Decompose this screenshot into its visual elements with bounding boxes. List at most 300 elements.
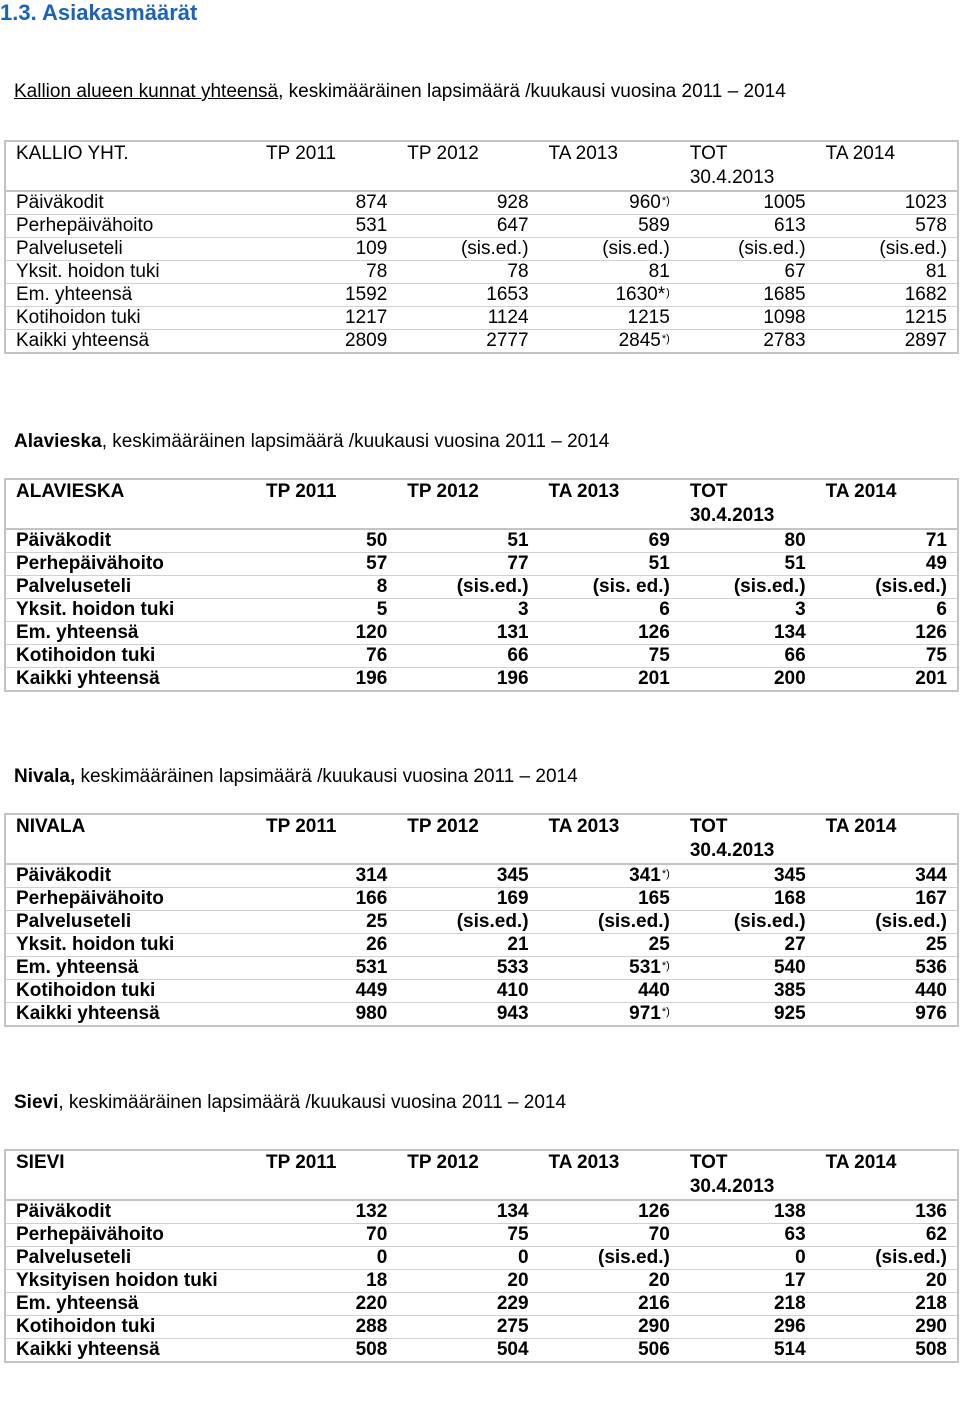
row-label: Yksit. hoidon tuki <box>5 599 256 622</box>
cell-value: 504 <box>496 1339 529 1360</box>
cell-value: 26 <box>366 934 388 955</box>
table-row <box>5 1293 958 1316</box>
cell-value: (sis.ed.) <box>602 238 670 259</box>
table-cell <box>680 330 816 354</box>
table-cell <box>397 1200 538 1224</box>
footnote-mark: *) <box>661 333 670 345</box>
table-row <box>5 599 958 622</box>
table-cell <box>539 576 680 599</box>
cell-value: 971 <box>629 1003 661 1024</box>
table-cell <box>256 1200 397 1224</box>
table-cell <box>816 1316 958 1339</box>
table-body <box>5 1200 958 1362</box>
table-cell <box>680 215 816 238</box>
cell-value: 6 <box>936 599 947 620</box>
cell-value: (sis.ed.) <box>456 576 529 597</box>
cell-value: 506 <box>638 1339 670 1360</box>
table-cell <box>397 215 538 238</box>
row-label: Yksit. hoidon tuki <box>5 934 256 957</box>
footnote-mark: *) <box>661 1006 670 1018</box>
cell-value: 196 <box>496 668 529 689</box>
cell-value: 536 <box>915 957 947 978</box>
table-cell <box>816 1224 958 1247</box>
table-cell <box>539 1270 680 1293</box>
table-cell <box>397 576 538 599</box>
table-cell <box>397 238 538 261</box>
cell-value: 218 <box>773 1293 806 1314</box>
table-cell <box>680 934 816 957</box>
table-cell <box>539 191 680 215</box>
table-header-row <box>5 1150 958 1200</box>
table-cell <box>256 864 397 888</box>
cell-value: 57 <box>366 553 388 574</box>
cell-value: 290 <box>915 1316 947 1337</box>
section-heading-name: Alavieska <box>14 431 102 452</box>
table-row <box>5 645 958 668</box>
row-label: Kaikki yhteensä <box>5 668 256 692</box>
table-cell <box>539 622 680 645</box>
col-header: TP 2011 <box>256 141 397 191</box>
cell-value: 51 <box>784 553 806 574</box>
cell-value: 508 <box>355 1339 388 1360</box>
cell-value: 132 <box>355 1201 388 1222</box>
table-row <box>5 261 958 284</box>
cell-value: (sis.ed.) <box>875 576 947 597</box>
section-heading-rest: keskimääräinen lapsimäärä /kuukausi vuosina 2011 – 2014 <box>75 766 578 787</box>
table-cell <box>256 238 397 261</box>
section-heading-rest: , keskimääräinen lapsimäärä /kuukausi vuosina 2011 – 2014 <box>58 1092 567 1113</box>
table-cell <box>539 1247 680 1270</box>
cell-value: 1630* <box>615 284 666 305</box>
table-cell <box>816 957 958 980</box>
table-row <box>5 529 958 553</box>
table-cell <box>397 864 538 888</box>
cell-value: 78 <box>366 261 388 282</box>
cell-value: 66 <box>507 645 529 666</box>
cell-value: 131 <box>496 622 529 643</box>
table-cell <box>397 1293 538 1316</box>
cell-value: 440 <box>915 980 947 1001</box>
table-cell <box>256 668 397 692</box>
col-header: TOT 30.4.2013 <box>680 141 816 191</box>
cell-value: (sis.ed.) <box>456 911 529 932</box>
table-cell <box>256 957 397 980</box>
cell-value: 126 <box>638 622 670 643</box>
table-cell <box>397 1270 538 1293</box>
table-cell <box>256 553 397 576</box>
table-cell <box>539 668 680 692</box>
cell-value: 18 <box>366 1270 388 1291</box>
table-row <box>5 668 958 692</box>
cell-value: 71 <box>925 530 947 551</box>
table-cell <box>680 1200 816 1224</box>
cell-value: 216 <box>638 1293 670 1314</box>
section-heading <box>14 430 960 454</box>
cell-value: 514 <box>773 1339 806 1360</box>
table-cell <box>397 1339 538 1363</box>
row-label: Kaikki yhteensä <box>5 1003 256 1027</box>
table-cell <box>680 1293 816 1316</box>
cell-value: 2809 <box>345 330 388 351</box>
cell-value: 1215 <box>904 307 947 328</box>
cell-value: 25 <box>925 934 947 955</box>
table-cell <box>680 911 816 934</box>
table-cell <box>397 261 538 284</box>
table-cell <box>256 1270 397 1293</box>
cell-value: 126 <box>915 622 947 643</box>
cell-value: 531 <box>629 957 661 978</box>
cell-value: 51 <box>648 553 670 574</box>
cell-value: 960 <box>629 192 661 213</box>
cell-value: (sis.ed.) <box>875 911 947 932</box>
cell-value: 540 <box>773 957 806 978</box>
cell-value: 75 <box>507 1224 529 1245</box>
table-cell <box>816 1339 958 1363</box>
row-label: Perhepäivähoito <box>5 1224 256 1247</box>
table-cell <box>539 529 680 553</box>
col-header: TP 2012 <box>397 479 538 529</box>
cell-value: (sis.ed.) <box>460 238 529 259</box>
table-cell <box>539 1200 680 1224</box>
table-cell <box>256 1339 397 1363</box>
table-cell <box>816 980 958 1003</box>
table-body <box>5 529 958 691</box>
cell-value: 138 <box>773 1201 806 1222</box>
table-cell <box>680 576 816 599</box>
table-cell <box>680 957 816 980</box>
table-cell <box>539 934 680 957</box>
table-row <box>5 1200 958 1224</box>
table-row <box>5 980 958 1003</box>
cell-value: 925 <box>773 1003 806 1024</box>
row-label: Kaikki yhteensä <box>5 1339 256 1363</box>
table-cell <box>816 553 958 576</box>
table-cell <box>816 238 958 261</box>
table-row <box>5 888 958 911</box>
section-heading <box>14 765 960 789</box>
table-cell <box>256 215 397 238</box>
col-header: TA 2013 <box>539 479 680 529</box>
table-cell <box>256 576 397 599</box>
table-cell <box>256 622 397 645</box>
table-cell <box>816 864 958 888</box>
table-cell <box>256 1293 397 1316</box>
table-row <box>5 238 958 261</box>
table-cell <box>680 599 816 622</box>
table-title: KALLIO YHT. <box>5 141 256 191</box>
table-cell <box>680 307 816 330</box>
cell-value: 80 <box>784 530 806 551</box>
cell-value: 440 <box>638 980 670 1001</box>
table-sievi <box>4 1149 959 1363</box>
cell-value: 25 <box>366 911 388 932</box>
col-header: TP 2011 <box>256 479 397 529</box>
cell-value: 70 <box>648 1224 670 1245</box>
cell-value: 578 <box>915 215 947 236</box>
table-cell <box>680 553 816 576</box>
table-cell <box>680 1339 816 1363</box>
table-cell <box>680 645 816 668</box>
footnote-mark: *) <box>661 195 670 207</box>
table-cell <box>816 1247 958 1270</box>
cell-value: 449 <box>355 980 388 1001</box>
cell-value: 3 <box>517 599 529 620</box>
cell-value: 70 <box>366 1224 388 1245</box>
row-label: Em. yhteensä <box>5 957 256 980</box>
table-cell <box>256 330 397 354</box>
table-cell <box>680 864 816 888</box>
table-cell <box>397 934 538 957</box>
table-cell <box>397 599 538 622</box>
table-cell <box>539 261 680 284</box>
cell-value: 344 <box>915 865 947 886</box>
table-cell <box>680 888 816 911</box>
table-cell <box>816 911 958 934</box>
cell-value: 0 <box>376 1247 388 1268</box>
table-cell <box>397 957 538 980</box>
table-cell <box>397 553 538 576</box>
cell-value: 78 <box>507 261 529 282</box>
table-cell <box>539 215 680 238</box>
cell-value: 81 <box>925 261 947 282</box>
cell-value: (sis.ed.) <box>598 1247 670 1268</box>
table-cell <box>397 888 538 911</box>
row-label: Kotihoidon tuki <box>5 307 256 330</box>
section-alavieska <box>0 430 960 454</box>
table-title: SIEVI <box>5 1150 256 1200</box>
footnote-mark: *) <box>661 960 670 972</box>
cell-value: 21 <box>507 934 529 955</box>
table-cell <box>816 307 958 330</box>
col-header: TOT 30.4.2013 <box>680 1150 816 1200</box>
table-cell <box>816 1200 958 1224</box>
table-cell <box>397 1224 538 1247</box>
table-cell <box>539 1293 680 1316</box>
table-row <box>5 1270 958 1293</box>
table-cell <box>816 261 958 284</box>
cell-value: 20 <box>507 1270 529 1291</box>
cell-value: 288 <box>355 1316 388 1337</box>
section-heading <box>14 1091 960 1115</box>
cell-value: 6 <box>659 599 670 620</box>
col-header: TP 2012 <box>397 141 538 191</box>
table-cell <box>539 645 680 668</box>
table-cell <box>680 529 816 553</box>
cell-value: 20 <box>648 1270 670 1291</box>
cell-value: 1217 <box>345 307 388 328</box>
page-title: 1.3. Asiakasmäärät <box>0 0 198 25</box>
cell-value: 980 <box>355 1003 388 1024</box>
cell-value: 0 <box>517 1247 529 1268</box>
cell-value: (sis.ed.) <box>879 238 947 259</box>
cell-value: 134 <box>496 1201 529 1222</box>
cell-value: 17 <box>784 1270 806 1291</box>
cell-value: 531 <box>355 215 388 236</box>
cell-value: 2783 <box>763 330 806 351</box>
row-label: Päiväkodit <box>5 191 256 215</box>
table-cell <box>539 599 680 622</box>
table-cell <box>816 330 958 354</box>
section-nivala <box>0 765 960 789</box>
cell-value: 2777 <box>486 330 529 351</box>
cell-value: 168 <box>773 888 806 909</box>
table-row <box>5 622 958 645</box>
table-cell <box>539 284 680 307</box>
cell-value: 229 <box>496 1293 529 1314</box>
table-cell <box>256 191 397 215</box>
cell-value: 167 <box>915 888 947 909</box>
cell-value: 200 <box>773 668 806 689</box>
row-label: Päiväkodit <box>5 529 256 553</box>
table-header-row <box>5 814 958 864</box>
table-row <box>5 191 958 215</box>
cell-value: 63 <box>784 1224 806 1245</box>
cell-value: 410 <box>496 980 529 1001</box>
cell-value: 647 <box>496 215 529 236</box>
table-cell <box>816 622 958 645</box>
table-cell <box>816 668 958 692</box>
table-row <box>5 1339 958 1363</box>
table-row <box>5 1003 958 1027</box>
cell-value: 275 <box>496 1316 529 1337</box>
table-cell <box>816 215 958 238</box>
row-label: Päiväkodit <box>5 1200 256 1224</box>
cell-value: 77 <box>507 553 529 574</box>
cell-value: 296 <box>773 1316 806 1337</box>
table-cell <box>816 934 958 957</box>
table-cell <box>539 238 680 261</box>
table-cell <box>539 330 680 354</box>
table-nivala <box>4 813 959 1027</box>
table-cell <box>680 1316 816 1339</box>
col-header: TOT 30.4.2013 <box>680 814 816 864</box>
table-cell <box>397 645 538 668</box>
col-header: TP 2012 <box>397 814 538 864</box>
table-title: NIVALA <box>5 814 256 864</box>
cell-value: 345 <box>773 865 806 886</box>
cell-value: 109 <box>355 238 388 259</box>
cell-value: 1685 <box>763 284 806 305</box>
cell-value: 75 <box>648 645 670 666</box>
table-cell <box>680 238 816 261</box>
footnote-mark: *) <box>661 868 670 880</box>
table-cell <box>539 553 680 576</box>
cell-value: 136 <box>915 1201 947 1222</box>
cell-value: 51 <box>507 530 529 551</box>
row-label: Yksit. hoidon tuki <box>5 261 256 284</box>
table-cell <box>256 307 397 330</box>
table-cell <box>397 622 538 645</box>
cell-value: 75 <box>925 645 947 666</box>
section-heading-rest: , keskimääräinen lapsimäärä /kuukausi vuosina 2011 – 2014 <box>278 81 786 102</box>
row-label: Yksityisen hoidon tuki <box>5 1270 256 1293</box>
col-header: TOT 30.4.2013 <box>680 479 816 529</box>
table-cell <box>256 284 397 307</box>
cell-value: 1682 <box>904 284 947 305</box>
cell-value: 1023 <box>904 192 947 213</box>
cell-value: 589 <box>638 215 670 236</box>
table-cell <box>539 888 680 911</box>
table-cell <box>397 668 538 692</box>
cell-value: 5 <box>376 599 388 620</box>
col-header: TP 2012 <box>397 1150 538 1200</box>
cell-value: 345 <box>496 865 529 886</box>
table-cell <box>680 1003 816 1027</box>
row-label: Palveluseteli <box>5 1247 256 1270</box>
cell-value: 1215 <box>627 307 670 328</box>
table-cell <box>397 1316 538 1339</box>
section-heading <box>14 80 960 104</box>
cell-value: 27 <box>784 934 806 955</box>
table-cell <box>539 1224 680 1247</box>
col-header: TA 2013 <box>539 141 680 191</box>
cell-value: (sis. ed.) <box>592 576 670 597</box>
cell-value: 2897 <box>904 330 947 351</box>
cell-value: 50 <box>366 530 388 551</box>
table-cell <box>256 1224 397 1247</box>
table-cell <box>816 599 958 622</box>
cell-value: 874 <box>355 192 388 213</box>
cell-value: 134 <box>773 622 806 643</box>
cell-value: 76 <box>366 645 388 666</box>
table-cell <box>256 1316 397 1339</box>
table-row <box>5 553 958 576</box>
table-cell <box>816 1003 958 1027</box>
cell-value: 201 <box>915 668 947 689</box>
section-sievi <box>0 1091 960 1115</box>
row-label: Em. yhteensä <box>5 622 256 645</box>
table-cell <box>397 980 538 1003</box>
table-row <box>5 307 958 330</box>
table-cell <box>256 645 397 668</box>
table-cell <box>256 911 397 934</box>
cell-value: 66 <box>784 645 806 666</box>
table-cell <box>397 911 538 934</box>
table-cell <box>397 307 538 330</box>
cell-value: 120 <box>355 622 388 643</box>
table-cell <box>397 529 538 553</box>
table-cell <box>539 864 680 888</box>
cell-value: 1592 <box>345 284 388 305</box>
table-cell <box>256 261 397 284</box>
table-header-row <box>5 479 958 529</box>
table-row <box>5 1247 958 1270</box>
table-cell <box>680 980 816 1003</box>
cell-value: 2845 <box>618 330 661 351</box>
table-cell <box>680 191 816 215</box>
row-label: Perhepäivähoito <box>5 215 256 238</box>
cell-value: 166 <box>355 888 388 909</box>
table-cell <box>816 645 958 668</box>
cell-value: 201 <box>638 668 670 689</box>
cell-value: 1098 <box>763 307 806 328</box>
col-header: TA 2014 <box>816 814 958 864</box>
table-cell <box>256 1003 397 1027</box>
cell-value: (sis.ed.) <box>598 911 670 932</box>
cell-value: 341 <box>629 865 661 886</box>
cell-value: 3 <box>795 599 806 620</box>
table-cell <box>816 1293 958 1316</box>
table-cell <box>539 957 680 980</box>
col-header: TA 2014 <box>816 141 958 191</box>
table-cell <box>680 284 816 307</box>
table-kallio <box>4 140 959 354</box>
section-kallio <box>0 80 960 104</box>
cell-value: 508 <box>915 1339 947 1360</box>
table-cell <box>680 1270 816 1293</box>
cell-value: 196 <box>355 668 388 689</box>
table-cell <box>256 1247 397 1270</box>
